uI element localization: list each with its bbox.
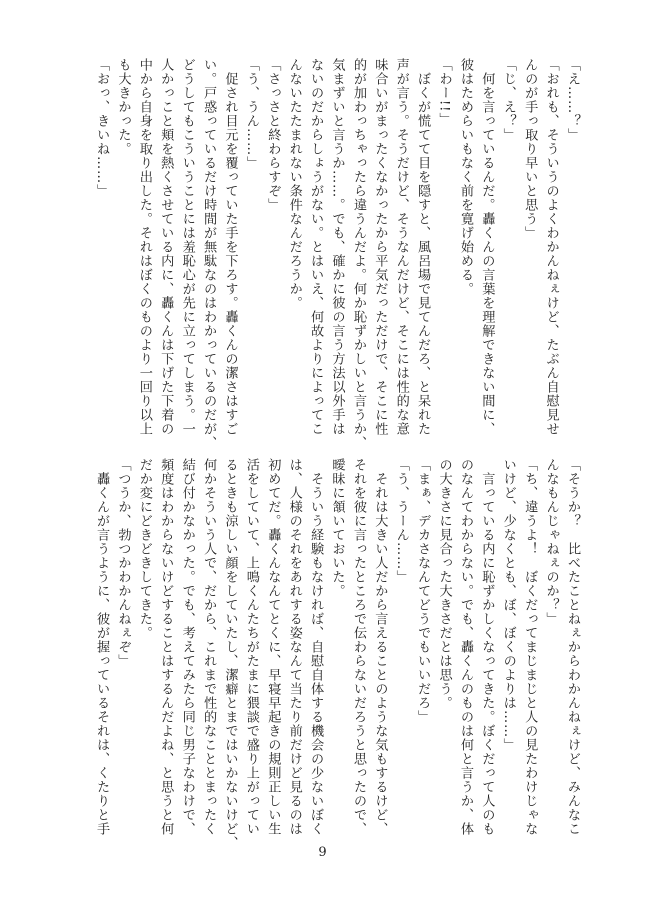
text-line: も大きかった。 bbox=[115, 58, 131, 156]
text-line: 「つうか、勃つかわかんねぇぞ」 bbox=[115, 458, 131, 668]
text-line: の大きさに見合った大きさだとは思う。 bbox=[436, 458, 452, 710]
text-line: 活をしていて、上鳴くんたちがたまに猥談で盛り上がってい bbox=[243, 458, 259, 836]
text-line: んのが手っ取り早いと思う」 bbox=[522, 58, 538, 240]
text-line: 「おれも、そういうのよくわかんねぇけど、たぶん自慰見せ bbox=[543, 58, 559, 436]
text-line: 人かっこと頬を熱くさせている内に、轟くんは下げた下着の bbox=[158, 58, 174, 436]
text-line: 「う、うん……」 bbox=[243, 58, 259, 170]
text-line: 結び付かなかった。でも、考えてみたら同じ男子なわけで、 bbox=[179, 458, 195, 836]
text-line: 初めてだ。轟くんなんてとくに、早寝早起きの規則正しい生 bbox=[265, 458, 281, 836]
text-line: 促され目元を覆っていた手を下ろす。轟くんの潔さはすご bbox=[222, 58, 238, 436]
text-line: 「おっ、きいね……」 bbox=[94, 58, 110, 198]
text-line: 「じ、え？」 bbox=[500, 58, 516, 142]
upper-text-block bbox=[91, 58, 583, 450]
text-line: 声が言う。そうだけど、そうなんだけど、そこには性的な意 bbox=[393, 58, 409, 436]
text-line: 味合いがまったくなかったから平気だっただけで、そこに性 bbox=[372, 58, 388, 436]
page-number: 9 bbox=[318, 845, 327, 860]
text-line: 頻度はわからないけどすることはするんだよね、と思うと何 bbox=[158, 458, 174, 836]
text-line: 何かそういう人で、だから、これまで性的なこととまったく bbox=[201, 458, 217, 836]
text-line: るときも涼しい顔をしていたし、潔癖とまではいかないけど、 bbox=[222, 458, 238, 850]
text-line: は、人様のそれをあれする姿なんて当たり前だけど見るのは bbox=[286, 458, 302, 836]
text-line: ないのだからしょうがない。とはいえ、何故よりによってこ bbox=[308, 58, 324, 436]
text-line: のなんてわからない。でも、轟くんのものは何と言うか、体 bbox=[457, 458, 473, 836]
text-line: 曖昧に頷いておいた。 bbox=[329, 458, 345, 598]
text-line: んないたたまれない条件なんだろうか。 bbox=[286, 58, 302, 310]
text-line: ぼくが慌てて目を隠すと、風呂場で見てんだろ、と呆れた bbox=[415, 58, 431, 436]
text-line: 轟くんが言うように、彼が握っているそれは、くたりと手 bbox=[94, 458, 110, 836]
text-line: 的が加わっちゃったら違うんだよ。何か恥ずかしいと言うか、 bbox=[350, 58, 366, 450]
text-line: 「ち、違うよ！ ぼくだってまじまじと人の見たわけじゃな bbox=[522, 458, 538, 836]
text-line: 「わー!!」 bbox=[436, 58, 452, 127]
text-line: 彼はためらいもなく前を寛げ始める。 bbox=[457, 58, 473, 296]
text-line: いけど、少なくとも、ぼ、ぼくのよりは……」 bbox=[500, 458, 516, 752]
text-line: それを彼に言ったところで伝わらないだろうと思ったので、 bbox=[350, 458, 366, 836]
text-line: どうしてもこういうことには羞恥心が先に立ってしまう。一 bbox=[179, 58, 195, 436]
text-line: 中から自身を取り出した。それはぼくのものより一回り以上 bbox=[136, 58, 152, 436]
text-line: 「え……？」 bbox=[565, 58, 580, 142]
text-line: 気まずいと言うか……。でも、確かに彼の言う方法以外手は bbox=[329, 58, 345, 436]
text-line: 言っている内に恥ずかしくなってきた。ぼくだって人のも bbox=[479, 458, 495, 836]
text-line: 「さっさと終わらすぞ」 bbox=[265, 58, 281, 212]
text-line: 「まぁ、デカさなんてどうでもいいだろ」 bbox=[415, 458, 431, 724]
text-line: そういう経験もなければ、自慰自体する機会の少ないぼく bbox=[308, 458, 324, 836]
text-line: 「う、うーん……」 bbox=[393, 458, 409, 584]
text-line: だか変にどきどきしてきた。 bbox=[136, 458, 152, 640]
text-line: い。戸惑っているだけ時間が無駄なのはわかっているのだが、 bbox=[201, 58, 217, 450]
text-line: 「そうか？ 比べたことねぇからわかんねぇけど、みんなこ bbox=[565, 458, 580, 836]
text-line: 何を言っているんだ。轟くんの言葉を理解できない間に、 bbox=[479, 58, 495, 436]
lower-text-block bbox=[91, 458, 583, 850]
text-line: それは大きい人だから言えることのような気もするけど、 bbox=[372, 458, 388, 836]
text-line: んなもんじゃねぇのか？」 bbox=[543, 458, 559, 626]
